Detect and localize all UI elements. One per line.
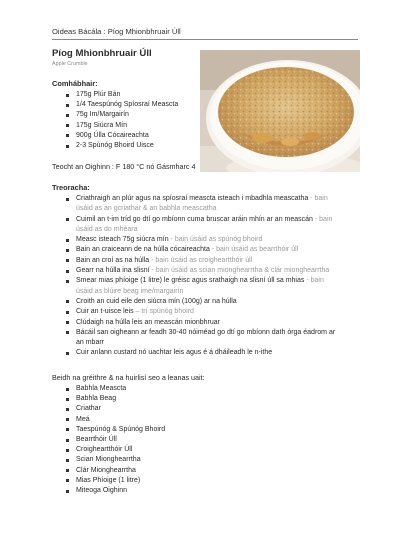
step-text: Cuimil an t-im tríd go dtí go mbíonn cuma bruscar aráin mhín ar an meascán (76, 215, 313, 223)
step-text: Bácáil san oigheann ar feadh 30-40 nóiméad go dtí go mbíonn dath órga éadrom ar an mbarr (76, 328, 336, 347)
list-item (66, 194, 342, 215)
bullet-icon (66, 280, 69, 283)
bullet-icon (66, 388, 69, 391)
list-item (66, 266, 342, 276)
step-text: Croith an cuid eile den siúcra mín (100g) ar na húlla (76, 297, 237, 305)
ingredients-heading: Comhábhair: (52, 79, 98, 88)
bullet-icon (66, 114, 69, 117)
list-item (66, 404, 165, 414)
bullet-icon (66, 134, 69, 137)
equipment-text: Meá (76, 415, 90, 423)
ingredient-text: 175g Siúcra Mín (76, 121, 127, 129)
step-note: - bain úsáid as blúire beag ime/margairín (76, 277, 324, 295)
recipe-subtitle: Apple Crumble (52, 61, 88, 67)
step-text: Clúdaigh na húlla leis an meascán mionbhruar (76, 318, 220, 326)
bullet-icon (66, 352, 69, 355)
apple-crumble-illustration (200, 50, 360, 172)
bullet-icon (66, 398, 69, 401)
ingredient-text: 1/4 Taespúnóg Spíosraí Meascta (76, 101, 179, 109)
bullet-icon (66, 418, 69, 421)
step-note: - bain úsáid as do mhéara (76, 215, 333, 233)
list-item (66, 131, 178, 141)
equipment-text: Criathar (76, 405, 101, 413)
bullet-icon (66, 459, 69, 462)
list-item (66, 394, 165, 404)
equipment-text: Bearrthóir Úll (76, 436, 117, 444)
bullet-icon (66, 428, 69, 431)
step-text: Cuir anlann custard nó uachtar leis agus é á dháileadh le n-ithe (76, 349, 273, 357)
list-item (66, 466, 165, 476)
ingredient-text: 175g Plúr Bán (76, 91, 121, 98)
oven-temperature: Teocht an Oighinn : F 180 °C nó Gásmharc 4 (52, 162, 196, 171)
equipment-text: Mias Phíoige (1 litre) (76, 476, 141, 484)
list-item (66, 100, 178, 110)
bullet-icon (66, 408, 69, 411)
bullet-icon (66, 439, 69, 442)
step-text: Measc isteach 75g siúcra mín (76, 236, 169, 244)
bullet-icon (66, 249, 69, 252)
list-item (66, 455, 165, 465)
list-item (66, 318, 342, 328)
step-note: - bain úsáid as bearrthóir úll (209, 246, 299, 254)
step-note: - bain úsáid as spúnóg bhoird (168, 236, 263, 244)
bullet-icon (66, 331, 69, 334)
list-item (66, 110, 178, 120)
ingredient-text: 2-3 Spúnóg Bhoird Uisce (76, 142, 154, 150)
list-item (66, 215, 342, 236)
list-item (66, 276, 342, 297)
step-text: Cuir an t-uisce leis (76, 308, 134, 316)
list-item (66, 328, 342, 349)
list-item (66, 90, 178, 100)
list-item (66, 256, 342, 266)
ingredients-list (66, 90, 178, 151)
step-text: Bain an croí as na húlla (76, 256, 150, 264)
step-text: Criathraigh an plúr agus na spíosraí meascta isteach i mbadhla meascatha (76, 195, 309, 202)
equipment-text: Babhla Beag (76, 395, 117, 403)
step-note: - bain úsáid as an gcriathar & an babhla meascatha (76, 195, 328, 213)
bullet-icon (66, 104, 69, 107)
header-divider (52, 39, 358, 40)
bullet-icon (66, 218, 69, 221)
step-note: – trí spúnóg bhoird (133, 308, 194, 316)
bullet-icon (66, 479, 69, 482)
bullet-icon (66, 300, 69, 303)
step-text: Smear mias phíoige (1 litre) le gréisc agus srathaigh na slisní úll sa mhias (76, 277, 305, 285)
equipment-text: Babhla Meascta (76, 385, 127, 392)
equipment-text: Clár Mionghearrtha (76, 466, 136, 474)
equipment-intro: Beidh na gréithre & na huirlisí seo a leanas uait: (52, 373, 205, 382)
step-note: - bain úsáid as croigheartthóir úll (149, 256, 253, 264)
apple-crumble-photo (200, 50, 360, 172)
list-item (66, 415, 165, 425)
bullet-icon (66, 198, 69, 201)
ingredient-text: 75g Im/Margairín (76, 111, 129, 119)
method-list (66, 194, 342, 359)
list-item (66, 486, 165, 496)
equipment-list (66, 384, 165, 496)
bullet-icon (66, 259, 69, 262)
step-text: Gearr na húlla ina slisní (76, 267, 150, 275)
bullet-icon (66, 469, 69, 472)
bullet-icon (66, 449, 69, 452)
bullet-icon (66, 145, 69, 148)
list-item (66, 297, 342, 307)
list-item (66, 445, 165, 455)
recipe-title: Píog Mhionbhruair Úll (52, 48, 152, 59)
equipment-text: Scian Mionghearrtha (76, 456, 141, 464)
breadcrumb: Oideas Bácála : Píog Mhionbhruair Úll (52, 27, 181, 36)
bullet-icon (66, 94, 69, 97)
list-item (66, 348, 342, 358)
list-item (66, 141, 178, 151)
equipment-text: Croigheartthóir Úll (76, 446, 133, 454)
list-item (66, 235, 342, 245)
step-note: - bain úsáid as scian mionghearrtha & clár mionghearrtha (149, 267, 330, 275)
list-item (66, 384, 165, 394)
bullet-icon (66, 124, 69, 127)
ingredient-text: 900g Úlla Cócaireachta (76, 131, 149, 139)
equipment-text: Miteoga Oighinn (76, 487, 127, 495)
step-text: Bain an craiceann de na húlla cócaireachta (76, 246, 210, 254)
bullet-icon (66, 270, 69, 273)
method-heading: Treoracha: (52, 183, 90, 192)
list-item (66, 245, 342, 255)
bullet-icon (66, 239, 69, 242)
list-item (66, 121, 178, 131)
list-item (66, 307, 342, 317)
bullet-icon (66, 311, 69, 314)
list-item (66, 425, 165, 435)
list-item (66, 435, 165, 445)
list-item (66, 476, 165, 486)
equipment-text: Taespúnóg & Spúnóg Bhoird (76, 425, 166, 433)
bullet-icon (66, 490, 69, 493)
bullet-icon (66, 321, 69, 324)
